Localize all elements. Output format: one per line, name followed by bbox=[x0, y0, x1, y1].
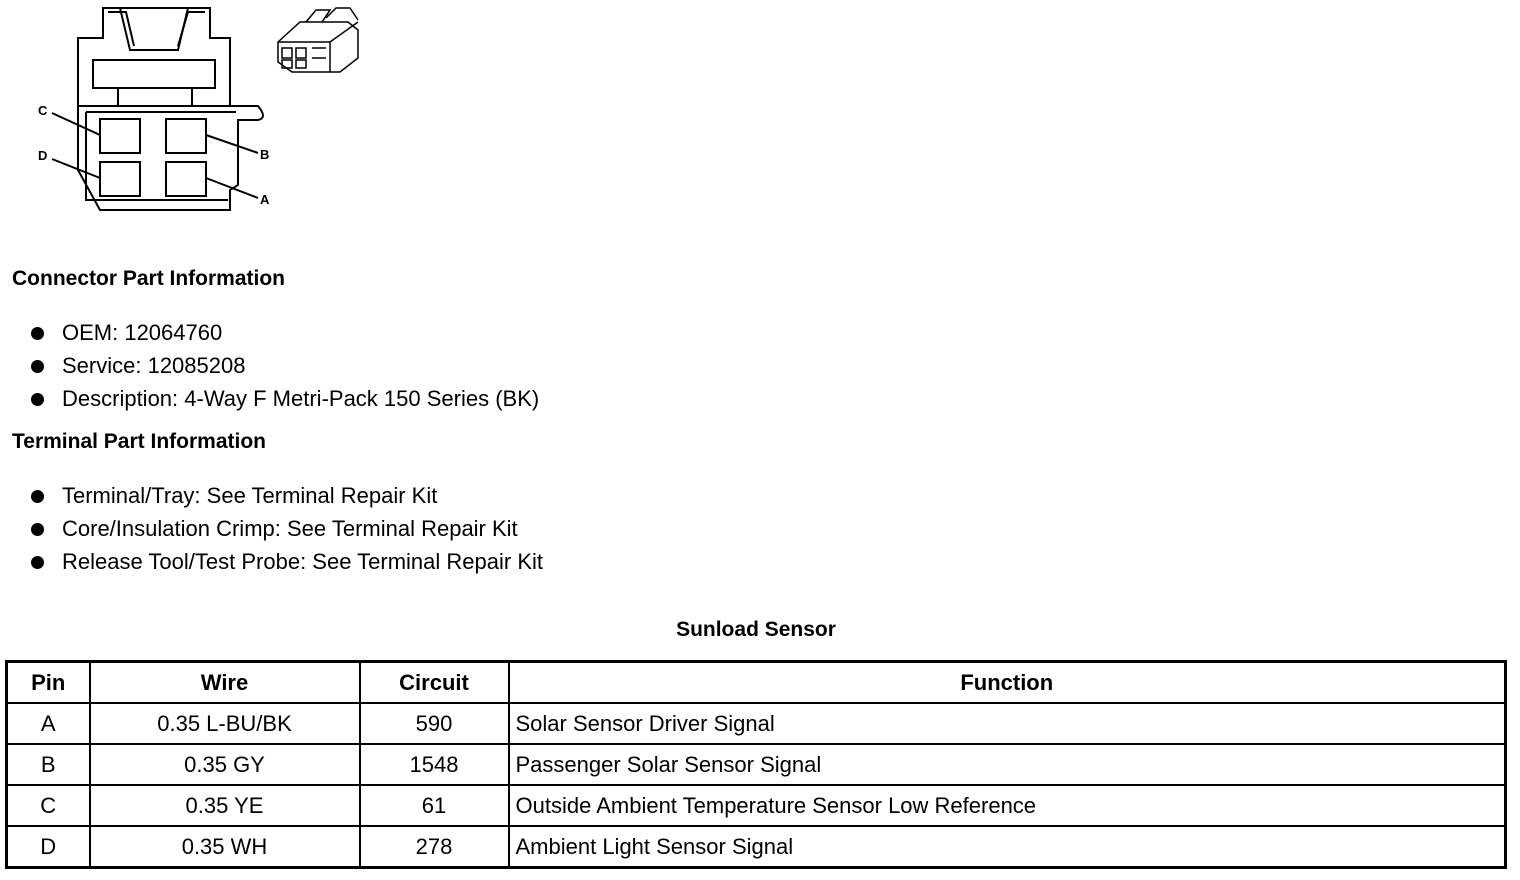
bullet-icon bbox=[31, 556, 44, 569]
list-item-text: Description: 4-Way F Metri-Pack 150 Series (BK) bbox=[62, 386, 540, 411]
table-row bbox=[7, 744, 1506, 785]
pin-label-b: B bbox=[260, 147, 270, 162]
connector-part-info-heading: Connector Part Information bbox=[12, 267, 286, 290]
list-item-text: Service: 12085208 bbox=[62, 353, 246, 378]
cell-pin: D bbox=[7, 826, 90, 868]
cell-wire: 0.35 WH bbox=[90, 826, 360, 868]
list-item-text: OEM: 12064760 bbox=[62, 320, 223, 345]
table-row bbox=[7, 703, 1506, 744]
table-row bbox=[7, 826, 1506, 868]
bullet-icon bbox=[31, 360, 44, 373]
cell-circuit: 61 bbox=[360, 785, 509, 826]
list-item-text: Core/Insulation Crimp: See Terminal Repair Kit bbox=[62, 516, 518, 541]
cell-pin: A bbox=[7, 703, 90, 744]
list-item-text: Terminal/Tray: See Terminal Repair Kit bbox=[62, 483, 438, 508]
cell-function: Passenger Solar Sensor Signal bbox=[509, 744, 1506, 785]
connector-diagram bbox=[0, 0, 400, 230]
column-header-function: Function bbox=[509, 662, 1506, 704]
connector-face-drawing bbox=[0, 0, 400, 230]
list-item-text: Release Tool/Test Probe: See Terminal Repair Kit bbox=[62, 549, 543, 574]
bullet-icon bbox=[31, 523, 44, 536]
pin-table-title: Sunload Sensor bbox=[676, 618, 836, 641]
cell-pin: C bbox=[7, 785, 90, 826]
connector-iso-icon bbox=[278, 8, 358, 72]
bullet-icon bbox=[31, 327, 44, 340]
pin-label-d: D bbox=[38, 148, 48, 163]
cell-circuit: 278 bbox=[360, 826, 509, 868]
pin-label-c: C bbox=[38, 103, 48, 118]
cell-function: Solar Sensor Driver Signal bbox=[509, 703, 1506, 744]
cell-circuit: 590 bbox=[360, 703, 509, 744]
bullet-icon bbox=[31, 490, 44, 503]
cell-circuit: 1548 bbox=[360, 744, 509, 785]
cell-pin: B bbox=[7, 744, 90, 785]
pin-table bbox=[5, 660, 1507, 869]
cell-wire: 0.35 L-BU/BK bbox=[90, 703, 360, 744]
pin-label-a: A bbox=[260, 192, 270, 207]
table-row bbox=[7, 785, 1506, 826]
table-header-row bbox=[7, 662, 1506, 704]
cell-wire: 0.35 GY bbox=[90, 744, 360, 785]
column-header-circuit: Circuit bbox=[360, 662, 509, 704]
column-header-wire: Wire bbox=[90, 662, 360, 704]
column-header-pin: Pin bbox=[7, 662, 90, 704]
bullet-icon bbox=[31, 393, 44, 406]
cell-wire: 0.35 YE bbox=[90, 785, 360, 826]
cell-function: Outside Ambient Temperature Sensor Low Reference bbox=[509, 785, 1506, 826]
cell-function: Ambient Light Sensor Signal bbox=[509, 826, 1506, 868]
terminal-part-info-heading: Terminal Part Information bbox=[12, 430, 266, 453]
